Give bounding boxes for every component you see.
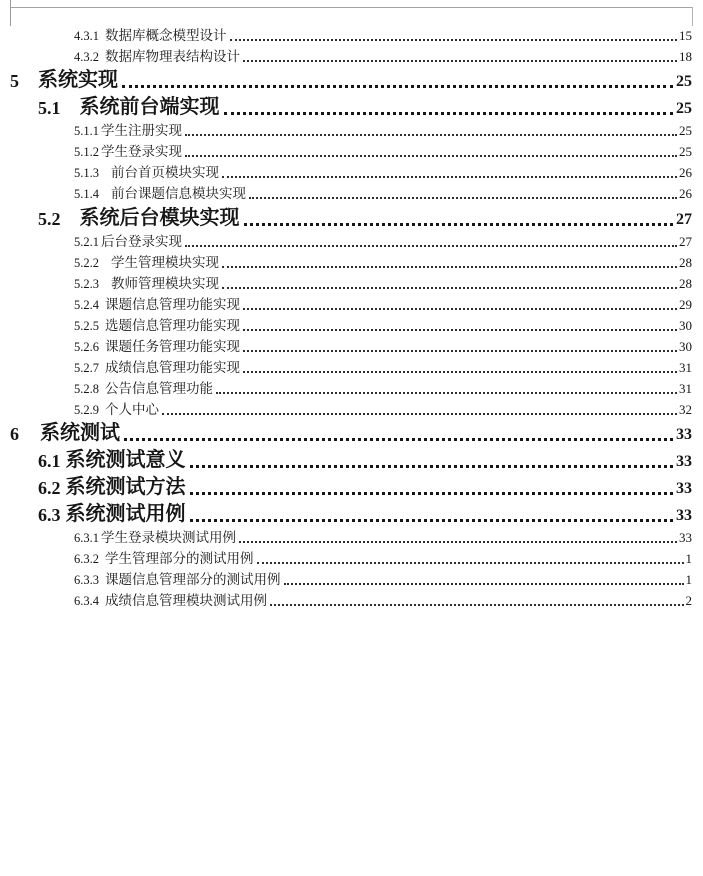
toc-entry[interactable] xyxy=(10,528,692,549)
toc-entry-number: 5.2 xyxy=(38,209,61,229)
toc-entry-title: 学生管理部分的测试用例 xyxy=(105,551,254,567)
toc-page-number: 33 xyxy=(676,453,692,470)
toc-entry-title: 个人中心 xyxy=(105,402,159,418)
toc-page-number: 27 xyxy=(679,234,692,249)
toc-entry-number: 4.3.1 xyxy=(74,29,99,43)
toc-page-number: 30 xyxy=(679,318,692,333)
toc-entry-title: 学生登录模块测试用例 xyxy=(101,530,236,546)
toc-entry-number: 5.2.3 xyxy=(74,277,99,291)
toc-entry[interactable] xyxy=(10,274,692,295)
toc-entry-title: 系统测试用例 xyxy=(65,501,186,525)
toc-entry[interactable] xyxy=(10,570,692,591)
toc-page-number: 33 xyxy=(679,530,692,545)
toc-entry-number: 6.1 xyxy=(38,451,61,471)
toc-entry-title: 系统后台模块实现 xyxy=(79,205,240,229)
toc-page-number: 25 xyxy=(676,100,692,117)
toc-entry-title: 学生登录实现 xyxy=(101,144,182,160)
toc-entry[interactable] xyxy=(10,379,692,400)
toc-entry-number: 6.3 xyxy=(38,505,61,525)
toc-page-number: 29 xyxy=(679,297,692,312)
toc-entry-number: 5.1.1 xyxy=(74,124,99,138)
toc-entry-title: 系统前台端实现 xyxy=(79,94,220,118)
toc-entry-title: 后台登录实现 xyxy=(101,234,182,250)
toc-page-number: 32 xyxy=(679,402,692,417)
dot-leader xyxy=(185,134,677,136)
toc-entry[interactable] xyxy=(10,26,692,47)
toc-entry[interactable] xyxy=(10,295,692,316)
toc-entry-title: 学生管理模块实现 xyxy=(111,255,219,271)
toc-entry-number: 5.2.4 xyxy=(74,298,99,312)
toc-entry-number: 5.2.8 xyxy=(74,382,99,396)
toc-entry-title: 成绩信息管理模块测试用例 xyxy=(105,593,267,609)
dot-leader xyxy=(224,112,674,115)
toc-entry[interactable] xyxy=(10,501,692,528)
toc-entry[interactable] xyxy=(10,591,692,612)
toc-entry[interactable] xyxy=(10,163,692,184)
toc-page-number: 2 xyxy=(685,593,692,608)
dot-leader xyxy=(185,155,677,157)
dot-leader xyxy=(122,85,673,88)
toc-entry-title: 系统测试方法 xyxy=(65,474,186,498)
toc-page-number: 31 xyxy=(679,360,692,375)
toc-page-number: 1 xyxy=(685,572,692,587)
toc-entry[interactable] xyxy=(10,142,692,163)
toc-page-number: 33 xyxy=(676,507,692,524)
toc-entry-number: 5.1.4 xyxy=(74,187,99,201)
dot-leader xyxy=(222,287,677,289)
toc-page-number: 28 xyxy=(679,276,692,291)
toc-entry-number: 5.2.1 xyxy=(74,235,99,249)
dot-leader xyxy=(243,329,677,331)
toc-entry-title: 前台课题信息模块实现 xyxy=(111,186,246,202)
toc-entry[interactable] xyxy=(10,205,692,232)
toc-entry-number: 6.3.3 xyxy=(74,573,99,587)
toc-page-number: 33 xyxy=(676,426,692,443)
toc-page-number: 25 xyxy=(679,144,692,159)
toc-entry-number: 5.2.5 xyxy=(74,319,99,333)
toc-entry-number: 6.3.1 xyxy=(74,531,99,545)
dot-leader xyxy=(124,438,673,441)
dot-leader xyxy=(249,197,677,199)
toc-page-number: 25 xyxy=(676,73,692,90)
toc-entry-number: 5.2.9 xyxy=(74,403,99,417)
toc-entry-title: 数据库概念模型设计 xyxy=(105,28,227,44)
toc-entry[interactable] xyxy=(10,253,692,274)
toc-page-number: 26 xyxy=(679,165,692,180)
toc-entry-number: 6.3.4 xyxy=(74,594,99,608)
toc-entry-number: 5.1 xyxy=(38,98,61,118)
toc-page-number: 27 xyxy=(676,211,692,228)
dot-leader xyxy=(216,392,677,394)
toc-entry-title: 课题任务管理功能实现 xyxy=(105,339,240,355)
toc-page-number: 18 xyxy=(679,49,692,64)
toc-entry-number: 6.2 xyxy=(38,478,61,498)
toc-entry-title: 教师管理模块实现 xyxy=(111,276,219,292)
toc-entry-number: 5.1.2 xyxy=(74,145,99,159)
toc-entry-title: 选题信息管理功能实现 xyxy=(105,318,240,334)
toc-entry-title: 学生注册实现 xyxy=(101,123,182,139)
toc-entry[interactable] xyxy=(10,337,692,358)
toc-entry-number: 6.3.2 xyxy=(74,552,99,566)
toc-entry-title: 成绩信息管理功能实现 xyxy=(105,360,240,376)
toc-entry-number: 4.3.2 xyxy=(74,50,99,64)
dot-leader xyxy=(185,245,677,247)
dot-leader xyxy=(190,519,674,522)
toc-entry-title: 系统测试意义 xyxy=(65,447,186,471)
toc-entry-title: 课题信息管理部分的测试用例 xyxy=(105,572,281,588)
dot-leader xyxy=(230,39,678,41)
dot-leader xyxy=(222,266,677,268)
page-boundary-top-line xyxy=(10,7,693,8)
dot-leader xyxy=(239,541,677,543)
toc-entry-number: 5.1.3 xyxy=(74,166,99,180)
toc-entry-title: 前台首页模块实现 xyxy=(111,165,219,181)
page-boundary-left-mark xyxy=(10,0,11,26)
toc-entry[interactable] xyxy=(10,549,692,570)
dot-leader xyxy=(243,308,677,310)
dot-leader xyxy=(162,413,677,415)
toc-entry-title: 系统测试 xyxy=(40,420,120,444)
table-of-contents xyxy=(10,26,692,612)
toc-entry-title: 数据库物理表结构设计 xyxy=(105,49,240,65)
toc-page-number: 25 xyxy=(679,123,692,138)
toc-entry-title: 课题信息管理功能实现 xyxy=(105,297,240,313)
dot-leader xyxy=(190,492,674,495)
dot-leader xyxy=(243,371,677,373)
page-boundary-right-mark xyxy=(692,7,693,26)
dot-leader xyxy=(257,562,684,564)
toc-page-number: 31 xyxy=(679,381,692,396)
dot-leader xyxy=(190,465,674,468)
toc-page-number: 30 xyxy=(679,339,692,354)
toc-entry[interactable] xyxy=(10,316,692,337)
toc-entry-number: 5.2.7 xyxy=(74,361,99,375)
dot-leader xyxy=(284,583,684,585)
dot-leader xyxy=(270,604,684,606)
toc-entry[interactable] xyxy=(10,121,692,142)
toc-entry[interactable] xyxy=(10,94,692,121)
dot-leader xyxy=(243,60,677,62)
toc-entry-number: 5.2.6 xyxy=(74,340,99,354)
toc-entry-number: 5 xyxy=(10,71,19,91)
toc-page-number: 15 xyxy=(679,28,692,43)
toc-entry[interactable] xyxy=(10,232,692,253)
toc-entry[interactable] xyxy=(10,358,692,379)
dot-leader xyxy=(244,223,674,226)
toc-entry-number: 6 xyxy=(10,424,19,444)
dot-leader xyxy=(222,176,677,178)
toc-entry-title: 公告信息管理功能 xyxy=(105,381,213,397)
toc-page-number: 1 xyxy=(685,551,692,566)
toc-page-number: 33 xyxy=(676,480,692,497)
toc-page-number: 28 xyxy=(679,255,692,270)
toc-entry-number: 5.2.2 xyxy=(74,256,99,270)
toc-entry-title: 系统实现 xyxy=(38,67,118,91)
dot-leader xyxy=(243,350,677,352)
toc-page-number: 26 xyxy=(679,186,692,201)
